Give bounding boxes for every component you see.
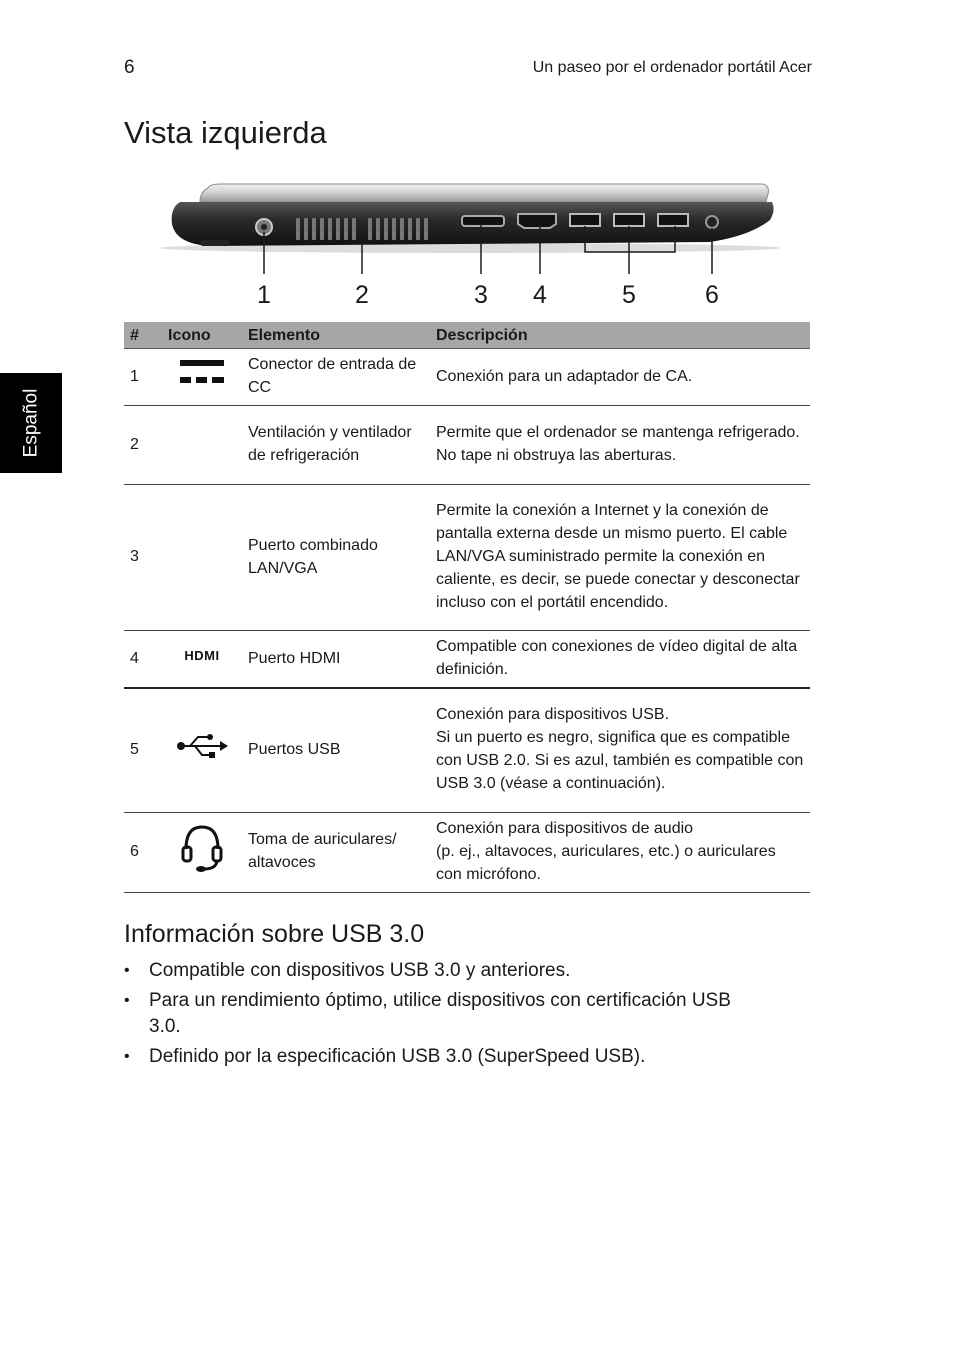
dc-power-icon	[178, 358, 226, 388]
list-item: • Para un rendimiento óptimo, utilice dispositivos con certificación USB 3.0.	[124, 988, 764, 1040]
row-num: 2	[124, 406, 162, 485]
table-row	[124, 406, 810, 485]
table-row	[124, 812, 810, 892]
laptop-left-side-illustration	[150, 180, 790, 320]
table-row	[124, 688, 810, 812]
lan-vga-port	[462, 216, 504, 226]
row-description: Si un puerto es negro, significa que es compatible con USB 2.0. Si es azul, también es compatible con USB 3.0 (véase a continuación).	[436, 729, 804, 793]
callout-6: 6	[705, 281, 719, 309]
usb-port-2	[614, 214, 644, 226]
page-number: 6	[124, 57, 135, 78]
row-num: 1	[124, 349, 162, 406]
svg-text:HDMI: HDMI	[184, 647, 220, 663]
row-element: Conector de entrada de CC	[242, 349, 430, 406]
table-row	[124, 349, 810, 406]
row-description: Permite que el ordenador se mantenga refrigerado.	[436, 424, 800, 441]
callout-1: 1	[257, 281, 271, 309]
header-icon: Icono	[162, 322, 242, 349]
row-description: Compatible con conexiones de vídeo digital de alta definición.	[436, 638, 798, 678]
usb-section-title: Información sobre USB 3.0	[124, 920, 425, 948]
row-description: Conexión para dispositivos USB.	[436, 706, 670, 724]
row-num: 4	[124, 631, 162, 689]
usb-icon	[176, 733, 228, 759]
callout-2: 2	[355, 281, 369, 309]
usb-port-3	[658, 214, 688, 226]
usb-bullet-list	[124, 958, 764, 1074]
row-element: Ventilación y ventilador de refrigeración	[242, 406, 430, 485]
row-element: Puertos USB	[242, 688, 430, 812]
section-title: Vista izquierda	[124, 115, 327, 150]
row-description: Conexión para un adaptador de CA.	[436, 367, 693, 385]
table-row	[124, 485, 810, 631]
hdmi-port	[518, 214, 556, 228]
table-header-row	[124, 322, 810, 349]
row-description: (p. ej., altavoces, auriculares, etc.) o auriculares con micrófono.	[436, 842, 776, 883]
list-item: • Compatible con dispositivos USB 3.0 y anteriores.	[124, 958, 764, 984]
header-element: Elemento	[242, 322, 430, 349]
row-element: Puerto HDMI	[242, 631, 430, 689]
row-num: 3	[124, 485, 162, 631]
row-num: 5	[124, 688, 162, 812]
row-element: Puerto combinado LAN/VGA	[242, 485, 430, 631]
hdmi-icon	[176, 647, 228, 663]
row-element: Toma de auriculares/ altavoces	[242, 812, 430, 892]
table-row	[124, 631, 810, 689]
callout-4: 4	[533, 281, 547, 309]
language-tab	[0, 373, 62, 473]
callout-5: 5	[622, 281, 636, 309]
language-tab-label: Español	[20, 388, 42, 458]
ports-table	[124, 322, 810, 893]
row-num: 6	[124, 812, 162, 892]
running-header: Un paseo por el ordenador portátil Acer	[532, 59, 812, 76]
row-description: Conexión para dispositivos de audio	[436, 819, 694, 837]
headset-icon	[180, 823, 224, 873]
usb-port-1	[570, 214, 600, 226]
header-description: Descripción	[430, 322, 810, 349]
callout-3: 3	[474, 281, 488, 309]
list-item: • Definido por la especificación USB 3.0 (SuperSpeed USB).	[124, 1044, 764, 1070]
header-num: #	[124, 322, 162, 349]
row-description: No tape ni obstruya las aberturas.	[436, 447, 677, 464]
headphone-jack	[706, 216, 718, 228]
row-description: Permite la conexión a Internet y la conexión de pantalla externa desde un mismo puerto. El cable LAN/VGA suministrado permite la conexión en caliente, es decir, se puede conectar y desconectar incluso con el portátil encendido.	[436, 502, 800, 611]
